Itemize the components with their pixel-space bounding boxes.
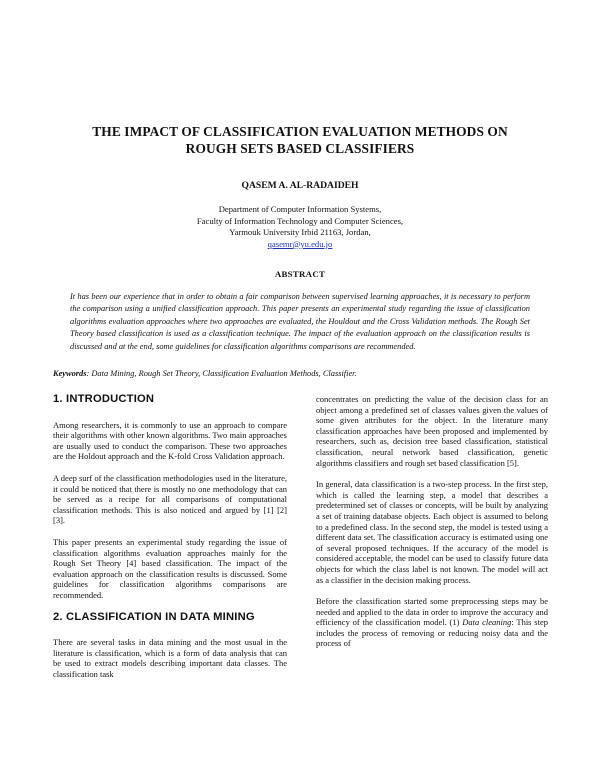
right-paragraph-3-start: Before the classification started some preprocessing steps may be needed and applied to the data in order to improve the accuracy and efficiency of the classification model. (1) [316,596,548,628]
abstract-heading: ABSTRACT [274,269,326,279]
author-affiliation [40,204,560,250]
author-name: QASEM A. AL-RADAIDEH [241,180,359,191]
right-paragraph-2: In general, data classification is a two-step process. In the first step, which is called the learning step, a model that describes a predetermined set of classes or concepts, will be built by analyzing a set of training database objects. Each object is assumed to belong to a predefined class. In the second step, the model is tested using a different data set. The classification accuracy is estimated using one of several proposed techniques. If the accuracy of the model is considered acceptable, the model can be used to classify future data objects for which the class label is not known. The model will act as a classifier in the decision making process. [316,479,548,585]
title-line-2: ROUGH SETS BASED CLASSIFIERS [185,141,415,156]
intro-paragraph-2: A deep surf of the classification methodologies used in the literature, it could be noticed that there is mostly no one methodology that can be served as a recipe for all comparisons of computational classification methods. This is also noticed and argued by [1] [2] [3]. [53,472,287,526]
paper-title [40,123,560,157]
intro-paragraph-1: Among researchers, it is commonly to use an approach to compare their algorithms with other known algorithms. Two main approaches are usually used to conduct the comparison. These two approaches are the Holdout approach and the K-fold Cross Validation approach. [53,419,287,462]
right-paragraph-3-end: : This step includes the process of removing or reducing noisy data and the process of [316,617,548,649]
affiliation-line-2: Faculty of Information Technology and Computer Sciences, [196,215,404,226]
keywords-label: Keywords [53,369,87,378]
keywords-line [53,369,547,378]
author-email-link[interactable]: qasemr@yu.edu.jo [267,238,333,249]
intro-paragraph-3: This paper presents an experimental study regarding the issue of classification algorithms evaluation approaches mainly for the Rough Set Theory [4] based classification. The impact of the evaluation approach on the classification results is discussed. Some guidelines for classification algorithms comparisons are recommended. [53,536,287,600]
affiliation-line-3: Yarmouk University Irbid 21163, Jordan, [229,227,371,238]
classification-paragraph-1: There are several tasks in data mining and the most usual in the literature is classification, which is a form of data analysis that can be used to extract models describing important data classes. The classification task [53,637,287,679]
data-cleaning-term: Data cleaning [462,617,512,628]
right-paragraph-1: concentrates on predicting the value of the decision class for an object among a predefined set of classes values given the values of some given attributes for the object. In the literature many classification approaches have been proposed and implemented by researchers, such as, decision tree based classification, statistical classification, neural network based classification, genetic algorithms classifiers and rough set based classification [5]. [316,394,548,468]
abstract-text: It has been our experience that in order to obtain a fair comparison between supervised learning approaches, it is necessary to perform the comparison using a unified classification approach. This paper presents an experimental study regarding the issue of classification algorithms evaluation approaches where two approaches are evaluated, the Houldout and the Cross Validation methods. The Rough Set Theory based classification is used as a classification technique. The impact of the evaluation approach on the classification results is discussed and at the end, some guidelines for classification algorithms comparisons are recommended. [70,292,530,351]
right-column [316,394,548,649]
title-line-1: THE IMPACT OF CLASSIFICATION EVALUATION METHODS ON [92,124,508,139]
left-column [53,394,287,679]
section-heading-introduction: 1. INTRODUCTION [53,393,155,405]
section-heading-classification: 2. CLASSIFICATION IN DATA MINING [53,610,255,623]
keywords-text: : Data Mining, Rough Set Theory, Classification Evaluation Methods, Classifier. [86,369,357,378]
affiliation-line-1: Department of Computer Information Systems, [218,204,382,214]
right-paragraph-3 [316,596,548,649]
